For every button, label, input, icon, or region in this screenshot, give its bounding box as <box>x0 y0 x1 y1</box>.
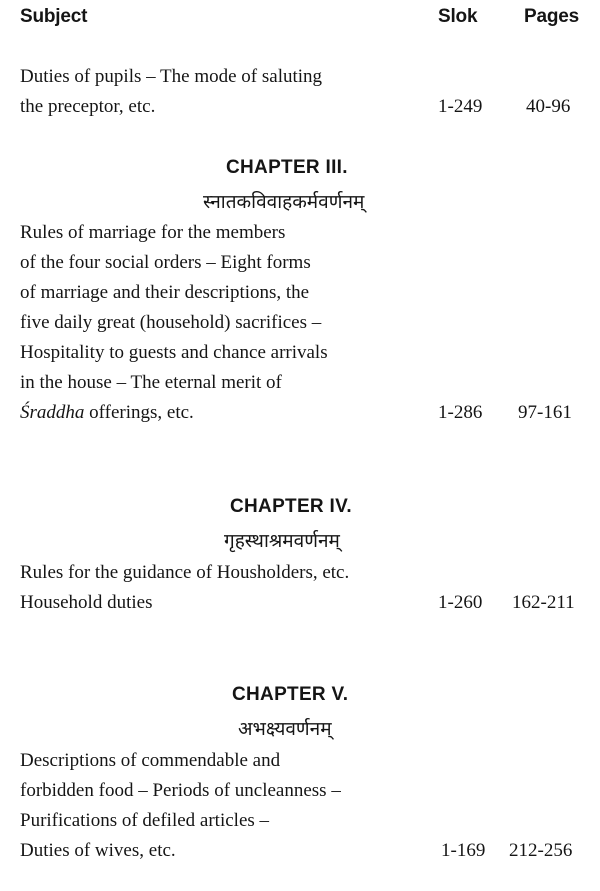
entry-pupils <box>20 62 590 122</box>
description-line: Hospitality to guests and chance arrivals <box>20 342 328 363</box>
slok-range: 1-286 <box>438 402 483 423</box>
chapter-sanskrit-title: गृहस्थाश्रमवर्णनम् <box>224 530 340 552</box>
slok-range: 1-260 <box>438 592 483 613</box>
description-line: Purifications of defiled articles – <box>20 810 270 831</box>
chapter-title: CHAPTER V. <box>232 684 349 705</box>
description-line: Duties of wives, etc. <box>20 840 176 861</box>
description-line-rest: offerings, etc. <box>84 402 194 423</box>
description-line: Rules of marriage for the members <box>20 222 286 243</box>
chapter-sanskrit-title: अभक्ष्यवर्णनम् <box>238 718 332 740</box>
description-line <box>20 398 590 428</box>
description-line: forbidden food – Periods of uncleanness – <box>20 780 341 801</box>
entry-line: Duties of pupils – The mode of saluting <box>20 66 323 87</box>
page-range: 97-161 <box>518 402 572 423</box>
description-line: Descriptions of commendable and <box>20 750 281 771</box>
slok-header: Slok <box>438 6 478 27</box>
chapter-description <box>20 218 590 428</box>
description-line: in the house – The eternal merit of <box>20 372 282 393</box>
subject-header: Subject <box>20 6 88 27</box>
entry-line: the preceptor, etc. <box>20 96 156 117</box>
chapter-sanskrit-title: स्नातकविवाहकर्मवर्णनम् <box>203 191 365 213</box>
chapter-title: CHAPTER IV. <box>230 496 352 517</box>
pages-header: Pages <box>524 6 579 27</box>
page-range: 162-211 <box>512 592 575 613</box>
chapter-description <box>20 558 590 618</box>
description-line: of the four social orders – Eight forms <box>20 252 311 273</box>
description-line: Rules for the guidance of Housholders, etc. <box>20 562 350 583</box>
chapter-title: CHAPTER III. <box>226 157 348 178</box>
description-line: of marriage and their descriptions, the <box>20 282 310 303</box>
slok-range: 1-249 <box>438 96 483 117</box>
page-range: 212-256 <box>509 840 573 861</box>
page-range: 40-96 <box>526 96 571 117</box>
chapter-description <box>20 746 590 866</box>
description-line: five daily great (household) sacrifices – <box>20 312 322 333</box>
italic-term: Śraddha <box>20 402 85 423</box>
slok-range: 1-169 <box>441 840 486 861</box>
description-line: Household duties <box>20 592 153 613</box>
